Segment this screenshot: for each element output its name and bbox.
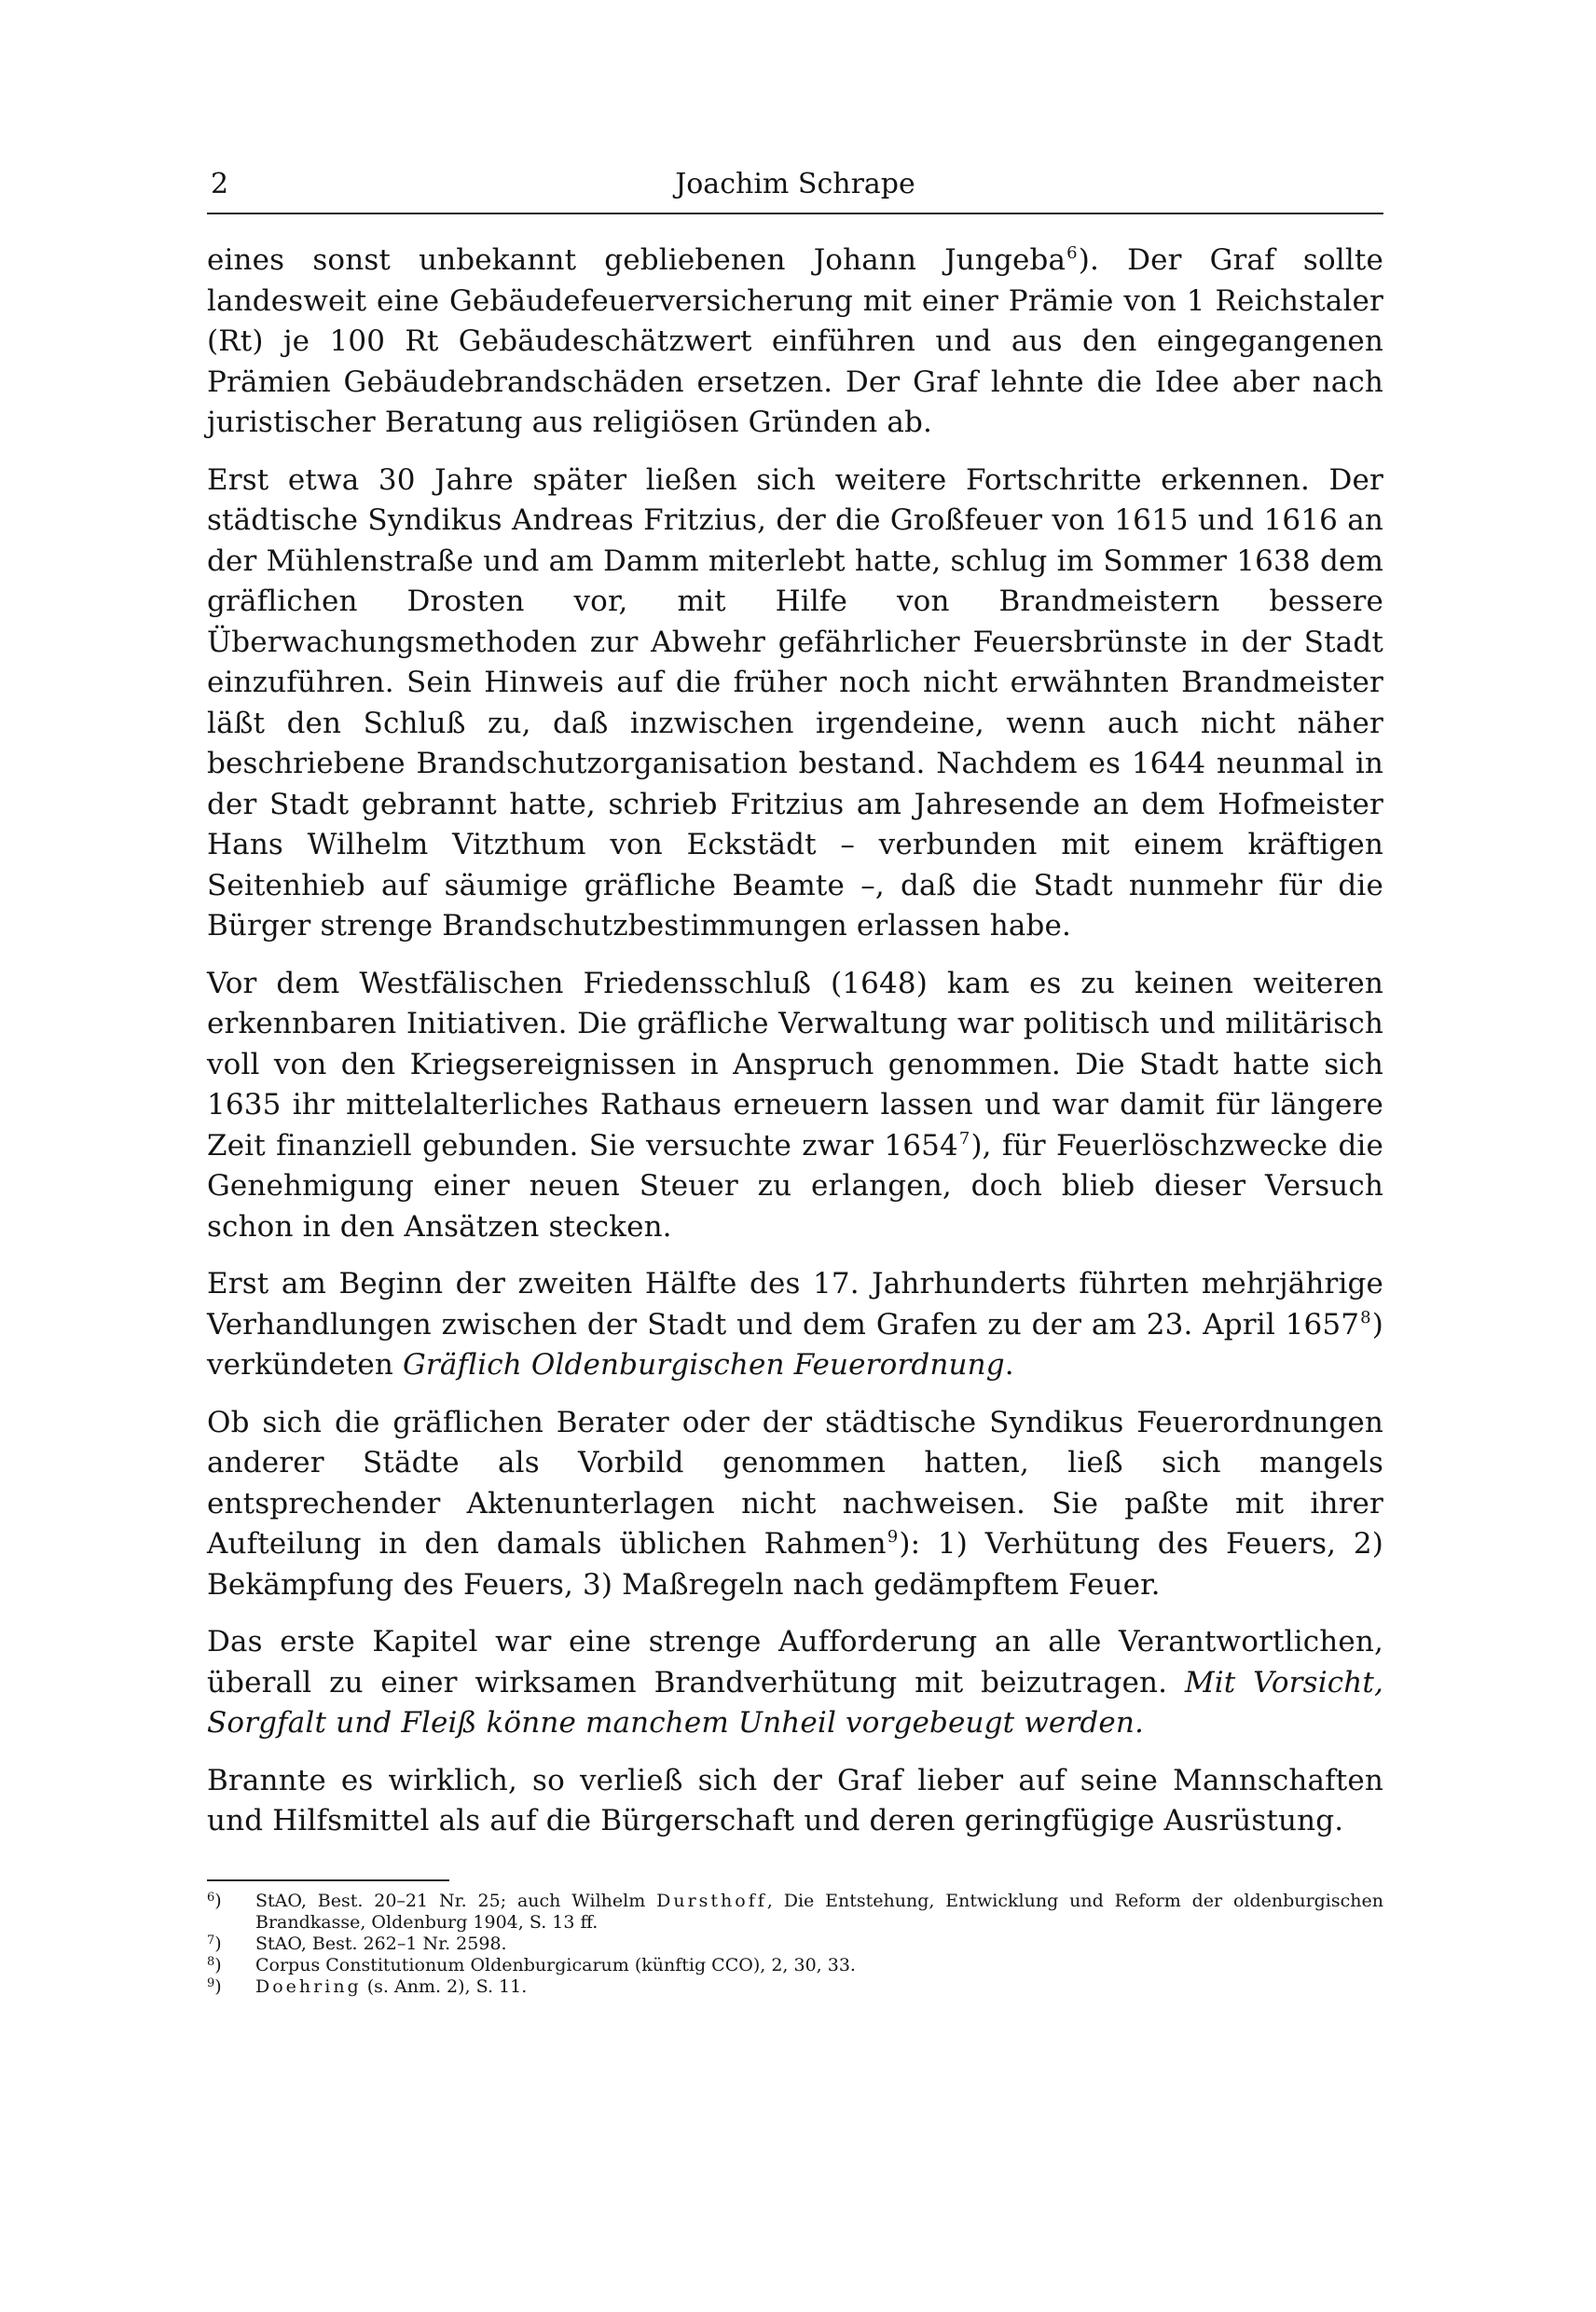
footnote-author: Doehring: [255, 1975, 362, 1997]
paragraph-text: ), für Feuerlöschzwecke die Genehmigung einer neuen Steuer zu erlangen, doch blieb dieser Versuch schon in den Ansätzen stecken.: [207, 1128, 1383, 1244]
italic-title: Gräflich Oldenburgischen Feuerordnung: [403, 1348, 1005, 1382]
paragraph-text: Brannte es wirklich, so verließ sich der Graf lieber auf seine Mannschaften und Hilfsmittel als auf die Bürgerschaft und deren geringfügige Ausrüstung.: [207, 1763, 1383, 1837]
paragraph-text: Das erste Kapitel war eine strenge Aufforderung an alle Verantwortlichen, überall zu einer wirksamen Brandverhütung mit beizutragen.: [207, 1625, 1383, 1700]
footnote-text: StAO, Best. 262–1 Nr. 2598.: [255, 1933, 507, 1954]
footnote-number: 8: [207, 1954, 215, 1969]
footnote-rule: [207, 1879, 449, 1881]
footnote-mark: $^9$): [207, 1975, 222, 1997]
paragraph-7: [207, 1761, 1383, 1842]
footnote-number: 7: [207, 1933, 215, 1947]
footnote-mark: $^7$): [207, 1933, 222, 1954]
italic-quote: Mit Vorsicht, Sorgfalt und Fleiß könne manchem Unheil vorgebeugt werden.: [207, 1665, 1383, 1740]
paragraph-text: Erst etwa 30 Jahre später ließen sich weitere Fortschritte erkennen. Der städtische Syndikus Andreas Fritzius, der die Großfeuer von 1615 und 1616 an der Mühlenstraße und am Damm miterlebt hatte, schlug im Sommer 1638 dem gräflichen Drosten vor, mit Hilfe von Brandmeistern bessere Überwachungsmethoden zur Abwehr gefährlicher Feuersbrünste in der Stadt einzuführen. Sein Hinweis auf die früher noch nicht erwähnten Brandmeister läßt den Schluß zu, daß inzwischen irgendeine, wenn auch nicht näher beschriebene Brandschutzorganisation bestand. Nachdem es 1644 neunmal in der Stadt gebrannt hatte, schrieb Fritzius am Jahresende an dem Hofmeister Hans Wilhelm Vitzthum von Eckstädt – verbunden mit einem kräftigen Seitenhieb auf säumige gräfliche Beamte –, daß die Stadt nunmehr für die Bürger strenge Brandschutzbestimmungen erlassen habe.: [207, 462, 1383, 943]
header-rule: [207, 213, 1383, 214]
footnote-number: 9: [207, 1975, 215, 1990]
footnote-7: [207, 1934, 1383, 1955]
paragraph-text: Erst am Beginn der zweiten Hälfte des 17. Jahrhunderts führten mehrjährige Verhandlungen zwischen der Stadt und dem Grafen zu der am 23. April 1657: [207, 1267, 1383, 1342]
running-header: [207, 160, 1383, 209]
page-number: 2: [211, 168, 229, 200]
footnote-9: [207, 1976, 1383, 1998]
book-page: [207, 160, 1383, 2230]
footnote-6: [207, 1891, 1383, 1934]
body-text: [207, 241, 1383, 1842]
footnote-ref-7: 7: [958, 1128, 970, 1149]
paragraph-6: [207, 1622, 1383, 1744]
paragraph-4: [207, 1264, 1383, 1386]
paragraph-text: Vor dem Westfälischen Friedensschluß (1648) kam es zu keinen weiteren erkennbaren Initiativen. Die gräfliche Verwaltung war politisch und militärisch voll von den Kriegsereignissen in Anspruch genommen. Die Stadt hatte sich 1635 ihr mittelalterliches Rathaus erneuern lassen und war damit für längere Zeit finanziell gebunden. Sie versuchte zwar 1654: [207, 966, 1383, 1163]
footnote-mark: $^6$): [207, 1890, 222, 1911]
footnote-author: Dursthoff: [656, 1890, 767, 1911]
paragraph-1: [207, 241, 1383, 444]
paragraph-text: .: [1004, 1348, 1014, 1382]
footnotes: [207, 1891, 1383, 1998]
footnote-text: StAO, Best. 20–21 Nr. 25; auch Wilhelm: [255, 1890, 657, 1911]
paragraph-5: [207, 1403, 1383, 1606]
footnote-8: [207, 1955, 1383, 1976]
footnote-number: 6: [207, 1890, 215, 1905]
paragraph-text: eines sonst unbekannt gebliebenen Johann Jungeba: [207, 243, 1066, 277]
footnote-mark: $^8$): [207, 1954, 222, 1975]
footnote-text: (s. Anm. 2), S. 11.: [361, 1975, 528, 1997]
paragraph-3: [207, 964, 1383, 1248]
footnote-ref-9: 9: [887, 1527, 899, 1547]
paragraph-text: ). Der Graf sollte landesweit eine Gebäudefeuerversicherung mit einer Prämie von 1 Reichstaler (Rt) je 100 Rt Gebäudeschätzwert einführen und aus den eingegangenen Prämien Gebäudebrandschäden ersetzen. Der Graf lehnte die Idee aber nach juristischer Beratung aus religiösen Gründen ab.: [207, 243, 1383, 439]
running-header-author: Joachim Schrape: [675, 168, 915, 200]
footnote-text: , Die Entstehung, Entwicklung und Reform der oldenburgischen Brandkasse, Oldenburg 1904, S. 13 ff.: [255, 1890, 1383, 1933]
paragraph-text: ): 1) Verhütung des Feuers, 2) Bekämpfung des Feuers, 3) Maßregeln nach gedämpftem Feuer.: [207, 1527, 1383, 1602]
paragraph-text: Ob sich die gräflichen Berater oder der städtische Syndikus Feuerordnungen anderer Städte als Vorbild genommen hatten, ließ sich mangels entsprechender Aktenunterlagen nicht nachweisen. Sie paßte mit ihrer Aufteilung in den damals üblichen Rahmen: [207, 1405, 1383, 1561]
paragraph-2: [207, 461, 1383, 947]
paragraph-text: ) verkündeten: [207, 1307, 1383, 1382]
footnote-ref-6: 6: [1066, 243, 1078, 263]
footnote-ref-8: 8: [1360, 1307, 1371, 1328]
footnote-text: Corpus Constitutionum Oldenburgicarum (künftig CCO), 2, 30, 33.: [255, 1954, 856, 1975]
